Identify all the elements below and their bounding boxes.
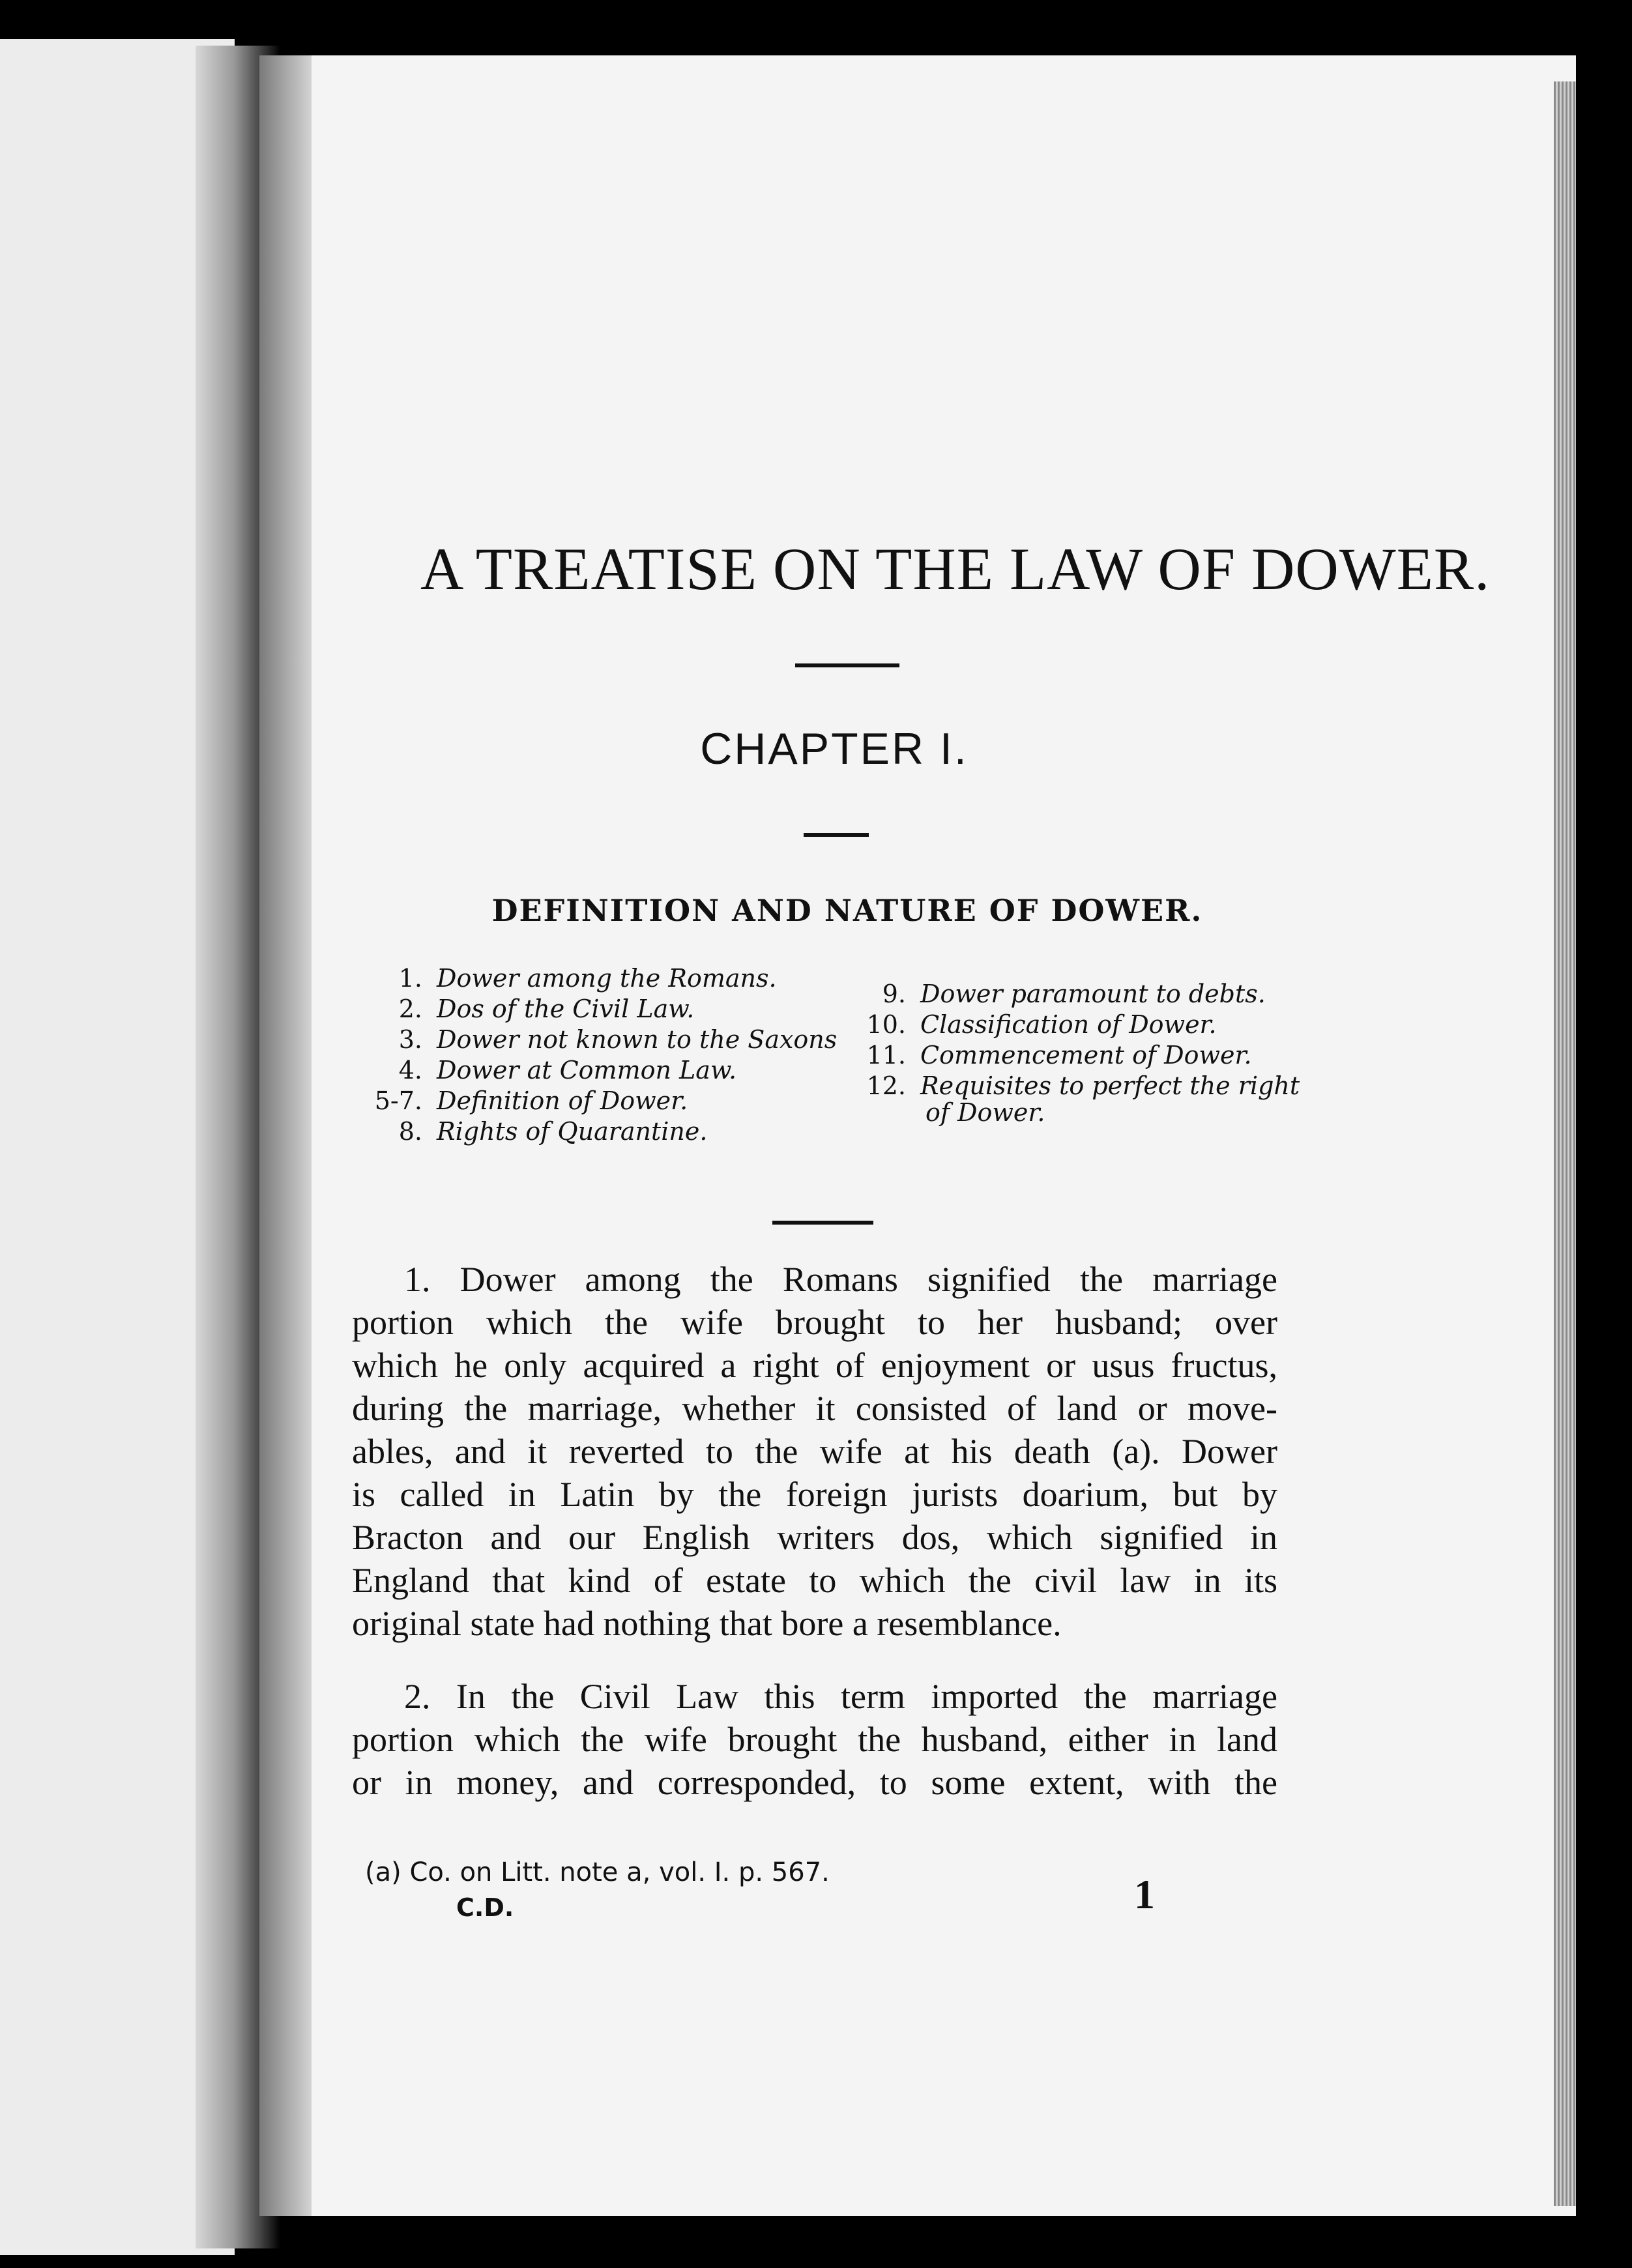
contents-item-number: 11. xyxy=(866,1041,906,1069)
footnote: (a) Co. on Litt. note a, vol. I. p. 567. xyxy=(365,1857,830,1887)
contents-item xyxy=(365,1086,837,1116)
text-line: during the marriage, whether it consisted of land or move- xyxy=(352,1389,1277,1428)
contents-item-number: 4. xyxy=(398,1056,422,1084)
section-heading: DEFINITION AND NATURE OF DOWER. xyxy=(491,893,1203,928)
text-line: 2. In the Civil Law this term imported the marriage xyxy=(404,1677,1277,1716)
contents-item xyxy=(365,1055,837,1086)
contents-item xyxy=(854,979,1300,1010)
page-gutter xyxy=(259,55,312,2216)
text-line: which he only acquired a right of enjoyment or usus fructus, xyxy=(352,1346,1277,1385)
text-line: or in money, and corresponded, to some extent, with the xyxy=(352,1763,1277,1802)
contents-list-left xyxy=(365,963,837,1147)
page-edge-stack xyxy=(1554,81,1576,2206)
page-number: 1 xyxy=(1134,1871,1155,1917)
contents-item-number: 5-7. xyxy=(374,1086,422,1115)
contents-item-number: 8. xyxy=(398,1117,422,1146)
chapter-title: CHAPTER I. xyxy=(700,724,969,774)
section-rule xyxy=(772,1221,873,1225)
text-line: original state had nothing that bore a resemblance. xyxy=(352,1604,1062,1643)
contents-item xyxy=(854,1040,1300,1071)
contents-item-text: Dower paramount to debts. xyxy=(920,980,1266,1008)
contents-item xyxy=(365,994,837,1025)
contents-item xyxy=(854,1010,1300,1040)
text-line: is called in Latin by the foreign jurists doarium, but by xyxy=(352,1475,1277,1514)
paragraph-2 xyxy=(352,1675,1277,1804)
contents-item-text: Dower among the Romans. xyxy=(437,964,777,993)
contents-item-text: Dower not known to the Saxons xyxy=(437,1025,838,1054)
text-line: England that kind of estate to which the civil law in its xyxy=(352,1561,1277,1600)
book-title: A TREATISE ON THE LAW OF DOWER. xyxy=(420,536,1491,602)
contents-item-number: 10. xyxy=(866,1010,906,1039)
chapter-rule xyxy=(804,833,869,837)
contents-item-text: Commencement of Dower. xyxy=(920,1041,1252,1069)
contents-item-continuation: of Dower. xyxy=(925,1098,1045,1127)
title-rule xyxy=(795,663,899,667)
contents-item xyxy=(365,1025,837,1055)
contents-item-text: Definition of Dower. xyxy=(437,1086,688,1115)
paragraph-1 xyxy=(352,1258,1277,1645)
contents-item-text: Dower at Common Law. xyxy=(437,1056,737,1084)
contents-list-right xyxy=(854,979,1300,1128)
contents-item xyxy=(854,1071,1300,1101)
contents-item-number: 2. xyxy=(398,995,422,1023)
contents-item-text: Rights of Quarantine. xyxy=(437,1117,708,1146)
text-line: portion which the wife brought to her husband; over xyxy=(352,1303,1277,1342)
contents-item-text: Dos of the Civil Law. xyxy=(437,995,695,1023)
contents-item-number: 3. xyxy=(398,1025,422,1054)
contents-item xyxy=(365,1116,837,1147)
contents-item xyxy=(365,963,837,994)
contents-item-text: Classification of Dower. xyxy=(920,1010,1217,1039)
contents-item-text: Requisites to perfect the right xyxy=(920,1071,1300,1100)
contents-item-number: 9. xyxy=(882,980,906,1008)
signature-mark: C.D. xyxy=(456,1893,514,1922)
text-line: portion which the wife brought the husband, either in land xyxy=(352,1720,1277,1759)
text-line: Bracton and our English writers dos, which signified in xyxy=(352,1518,1277,1557)
contents-item-number: 1. xyxy=(398,964,422,993)
text-line: 1. Dower among the Romans signified the marriage xyxy=(404,1260,1277,1299)
contents-item-number: 12. xyxy=(866,1071,906,1100)
text-line: ables, and it reverted to the wife at his death (a). Dower xyxy=(352,1432,1277,1471)
